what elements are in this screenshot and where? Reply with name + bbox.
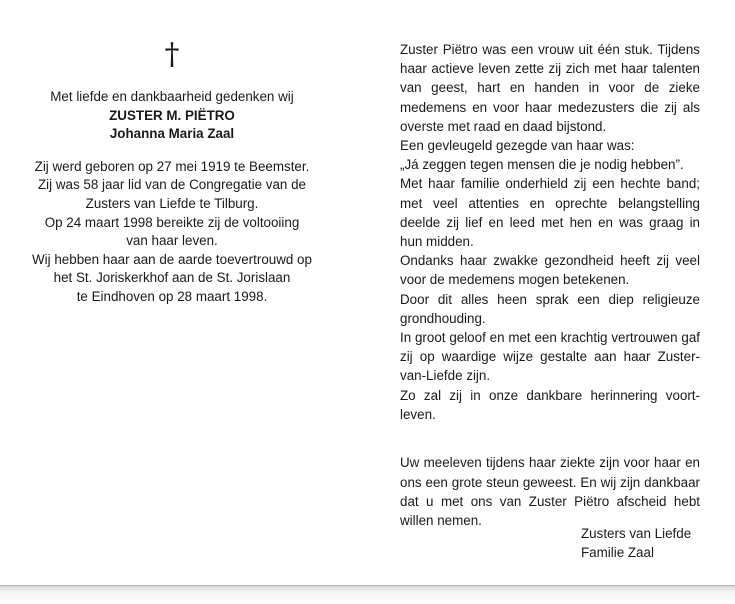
bio-line: Zij was 58 jaar lid van de Congregatie van de (38, 177, 306, 193)
religious-name: ZUSTER M. PIËTRO (109, 107, 235, 123)
closing-text: Uw meeleven tijdens haar ziekte zijn voor haar en ons een grote steun geweest. En wij zijn dankbaar dat u met ons van Zuster Piëtro afscheid hebt willen nemen. (400, 455, 700, 528)
intro-text: Met liefde en dankbaarheid gedenken wij (50, 89, 294, 104)
signature-line: Zusters van Liefde (581, 526, 692, 541)
bio-line: Zij werd geboren op 27 mei 1919 te Beemster. (34, 158, 310, 174)
cross-icon: † (164, 37, 180, 72)
name-block (22, 107, 322, 144)
bio-line: Op 24 maart 1998 bereikte zij de voltooiing (44, 214, 300, 230)
bio-line: het St. Joriskerkhof aan de St. Jorislaan (53, 270, 291, 286)
paragraph: Door dit alles heen sprak een diep religieuze grondhouding. (400, 291, 700, 326)
paragraph: Ondanks haar zwakke gezondheid heeft zij veel voor de medemens mogen betekenen. (400, 253, 700, 288)
paragraph: Een gevleugeld gezegde van haar was: (400, 138, 635, 154)
bio-line: Wij hebben haar aan de aarde toevertrouwd op (32, 251, 312, 267)
biography (22, 158, 322, 307)
civil-name: Johanna Maria Zaal (109, 126, 235, 142)
quote: „Já zeggen tegen mensen die je nodig hebben”. (400, 157, 684, 173)
left-panel (22, 37, 322, 307)
paragraph: In groot geloof en met een krachtig vertrouwen gaf zij op waardige wijze gestalte aan haar Zuster-van-Liefde zijn. (400, 330, 700, 384)
signatures (581, 524, 691, 562)
scan-bottom-edge (0, 585, 735, 604)
right-panel (400, 40, 700, 424)
bio-line: te Eindhoven op 28 maart 1998. (76, 288, 268, 304)
bio-line: van haar leven. (126, 233, 218, 249)
bio-line: Zusters van Liefde te Tilburg. (85, 195, 259, 211)
paragraph: Zuster Piëtro was een vrouw uit één stuk. Tijdens haar actieve leven zette zij zich met haar talenten van geest, hart en handen in voor de zieke medemens en voor haar medezusters die zij als overste met raad en daad bijstond. (400, 42, 700, 134)
paragraph: Met haar familie onderhield zij een hechte band; met veel attenties en oprechte belangstelling deelde zij lief en leed met hen en was graag in hun midden. (400, 176, 700, 250)
paragraph: Zo zal zij in onze dankbare herinnering voort- leven. (400, 387, 700, 422)
signature-line: Familie Zaal (581, 545, 654, 560)
